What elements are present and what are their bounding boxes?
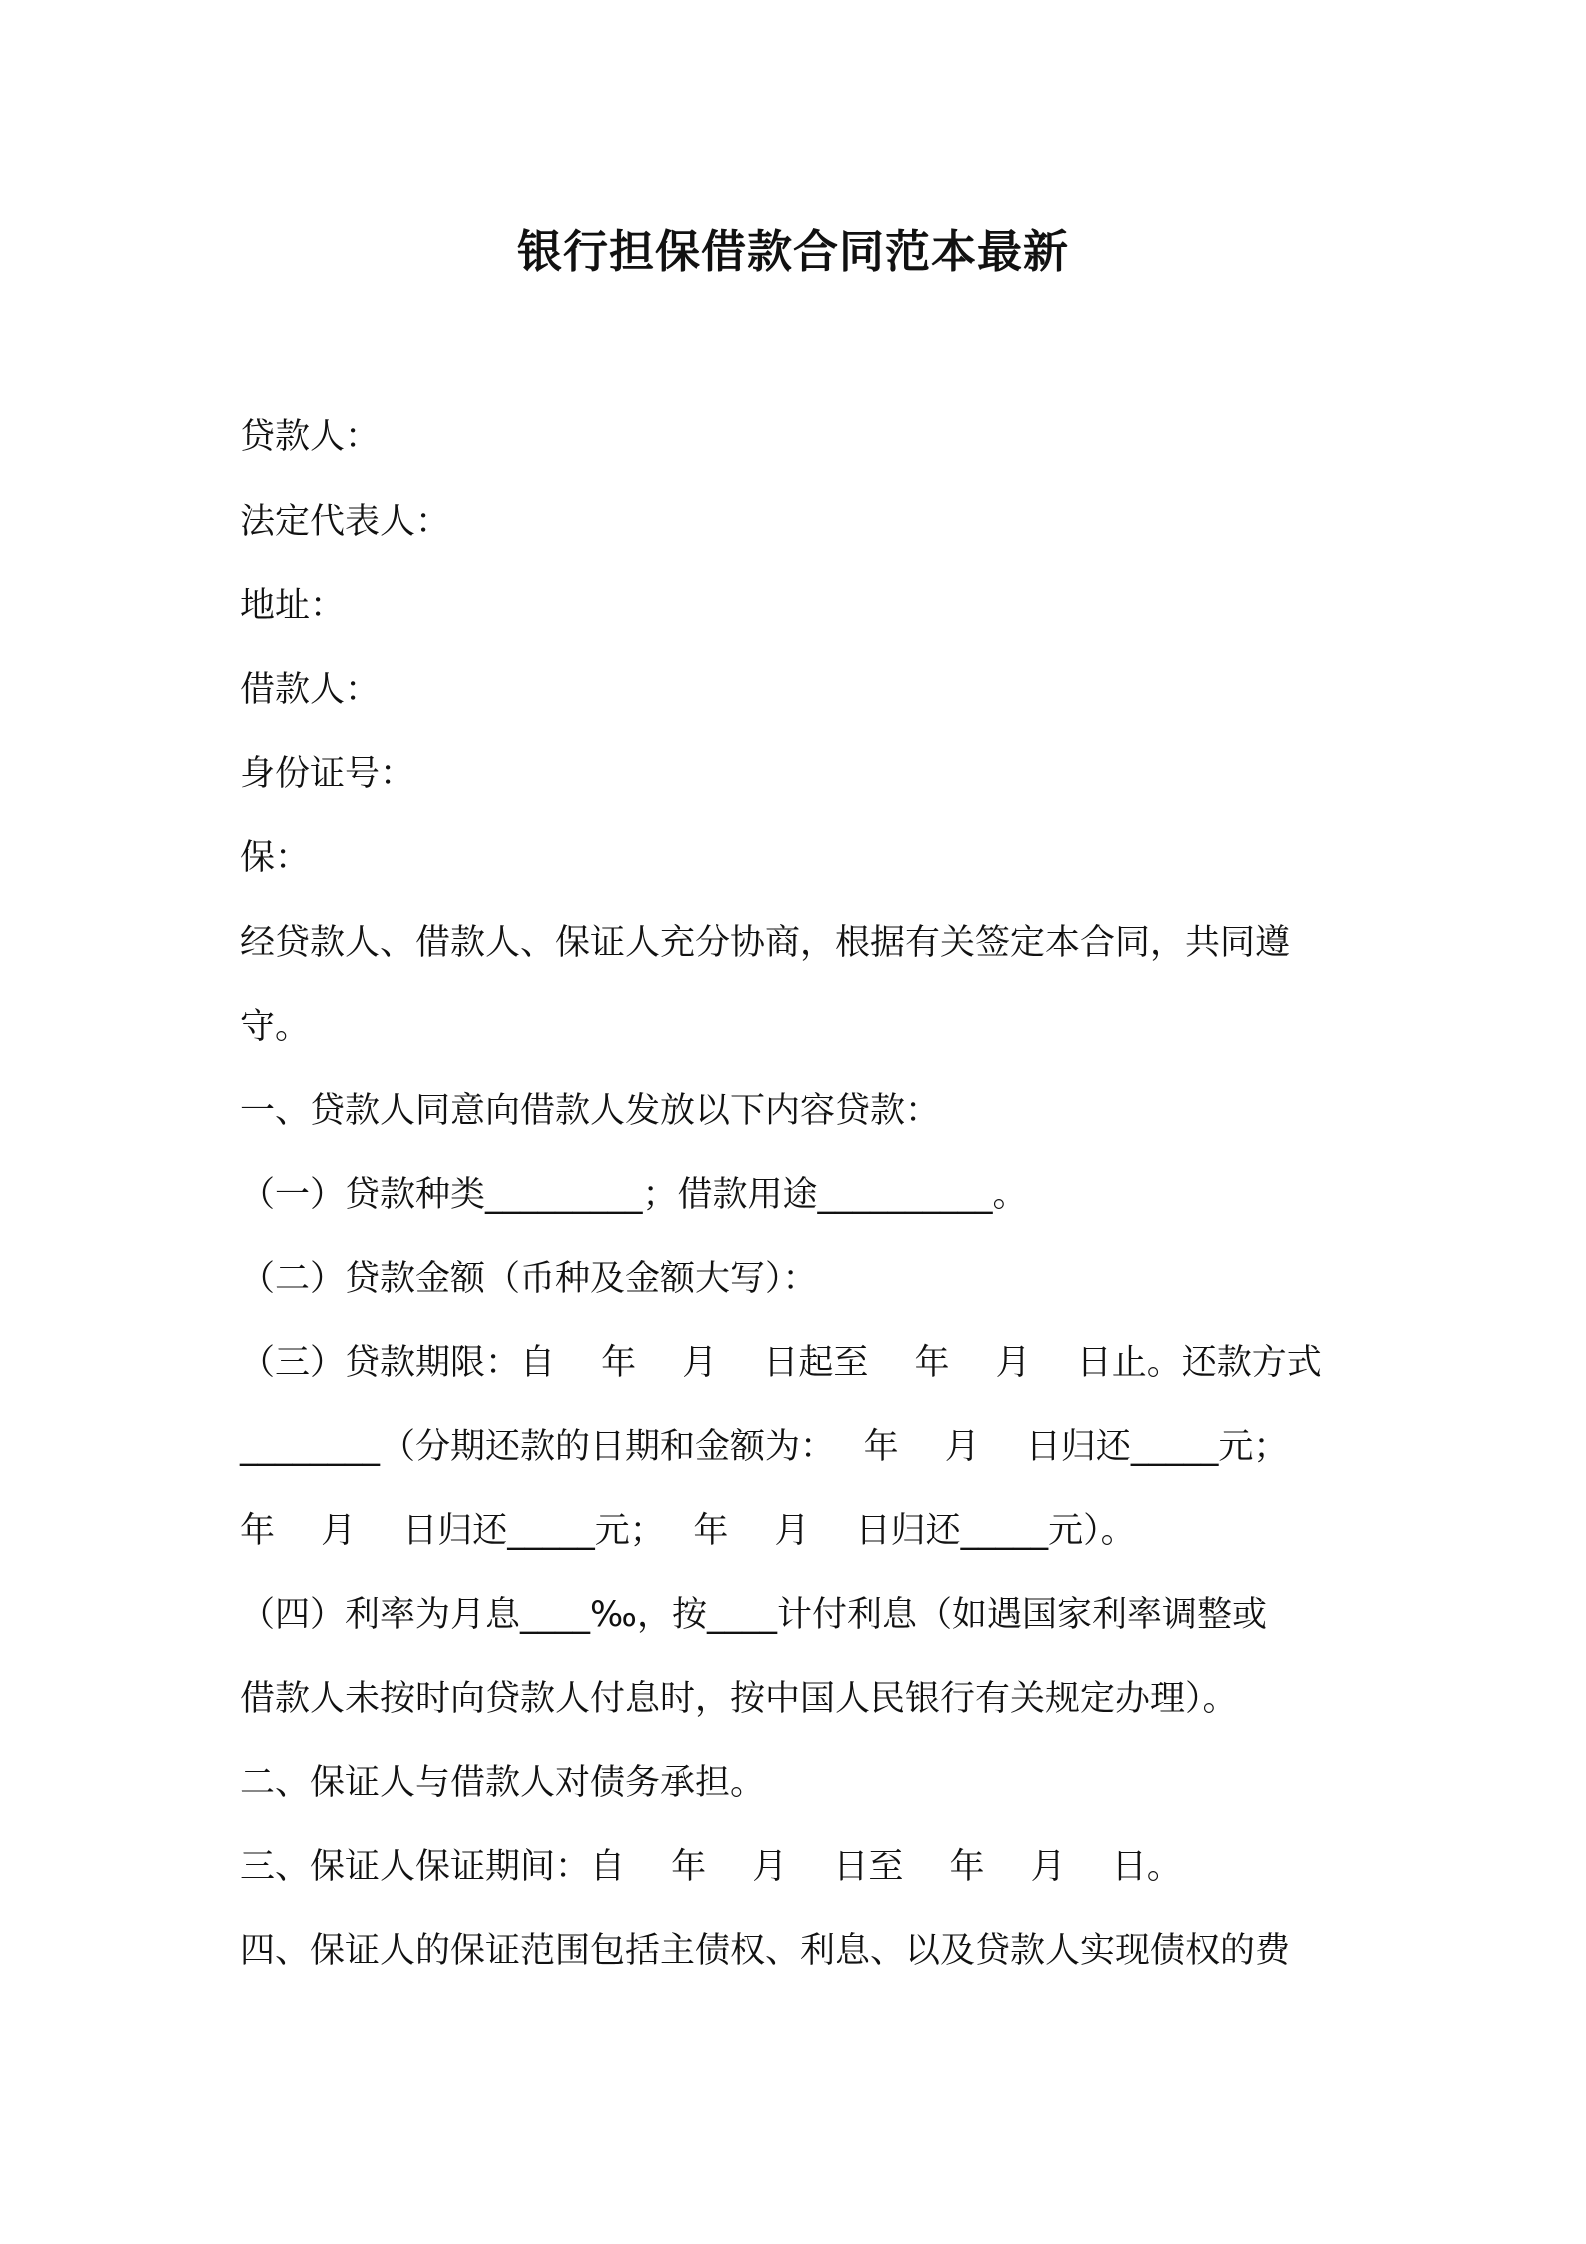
clause-1-item-3-line-2: ________（分期还款的日期和金额为： 年 月 日归还_____元； xyxy=(240,1427,1289,1467)
document-title: 银行担保借款合同范本最新 xyxy=(516,225,1069,278)
clause-2: 二、保证人与借款人对债务承担。 xyxy=(240,1763,766,1803)
address-line: 地址： xyxy=(240,586,346,626)
clause-4-line-1: 四、保证人的保证范围包括主债权、利息、以及贷款人实现债权的费 xyxy=(240,1931,1291,1971)
legal-representative-line: 法定代表人： xyxy=(240,502,451,542)
clause-1-item-3-line-1: （三）贷款期限：自 年 月 日起至 年 月 日止。还款方式 xyxy=(240,1343,1322,1383)
lender-line: 贷款人： xyxy=(240,417,381,457)
preamble-line-1: 经贷款人、借款人、保证人充分协商，根据有关签定本合同，共同遵 xyxy=(240,923,1291,963)
clause-1-item-3-line-3: 年 月 日归还_____元； 年 月 日归还_____元）。 xyxy=(240,1511,1136,1551)
id-number-line: 身份证号： xyxy=(240,754,416,794)
clause-1-item-4-line-1: （四）利率为月息____‰，按____计付利息（如遇国家利率调整或 xyxy=(240,1595,1267,1635)
clause-1-item-1: （一）贷款种类_________；借款用途__________。 xyxy=(240,1175,1028,1215)
clause-1-item-4-line-2: 借款人未按时向贷款人付息时，按中国人民银行有关规定办理）。 xyxy=(240,1679,1238,1719)
preamble-line-2: 守。 xyxy=(240,1007,311,1047)
clause-1-item-2: （二）贷款金额（币种及金额大写）： xyxy=(240,1259,818,1299)
clause-3: 三、保证人保证期间：自 年 月 日至 年 月 日。 xyxy=(240,1847,1182,1887)
borrower-line: 借款人： xyxy=(240,670,381,710)
clause-1-heading: 一、贷款人同意向借款人发放以下内容贷款： xyxy=(240,1091,941,1131)
guarantor-line: 保： xyxy=(240,838,311,878)
